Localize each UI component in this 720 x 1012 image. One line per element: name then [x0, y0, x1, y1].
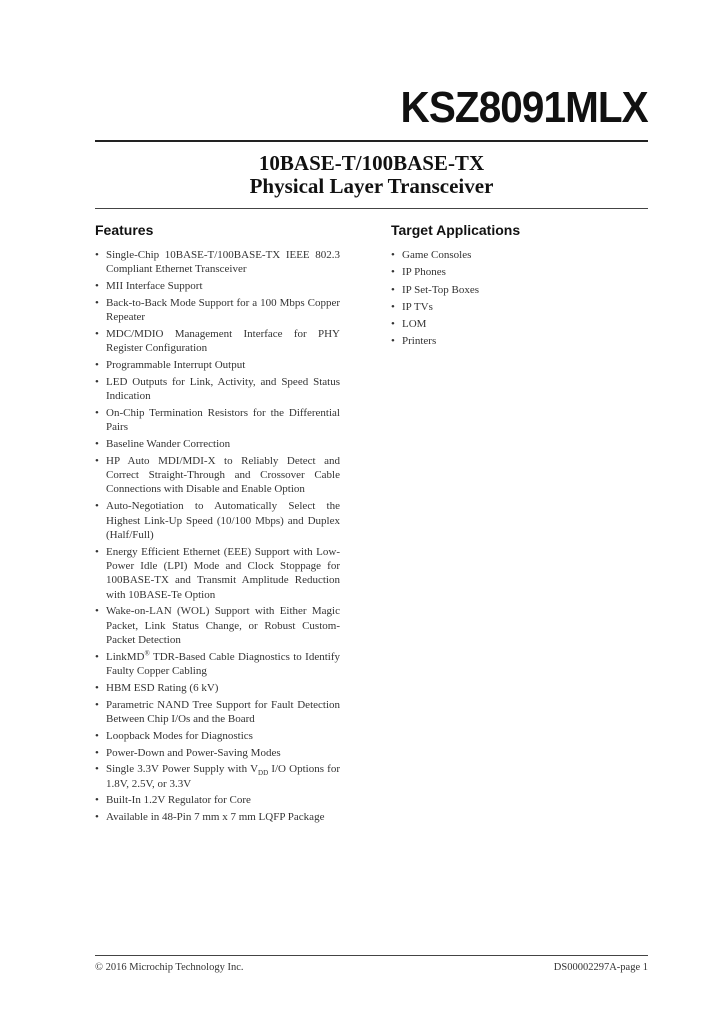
- feature-item: [95, 248, 340, 277]
- bullet-icon: •: [95, 650, 99, 663]
- bullet-icon: •: [95, 454, 99, 467]
- bullet-icon: •: [95, 438, 99, 451]
- feature-item-text: I/O Options for 1.8V, 2.5V, or 3.3V: [106, 763, 340, 790]
- footer-page-id: DS00002297A-page 1: [553, 962, 648, 973]
- feature-item: [95, 545, 340, 602]
- feature-item: [95, 746, 340, 760]
- feature-item: [95, 437, 340, 451]
- bullet-icon: •: [95, 406, 99, 419]
- feature-item: [95, 358, 340, 372]
- feature-item: [95, 762, 340, 791]
- feature-item: [95, 729, 340, 743]
- application-item-text: LOM: [402, 318, 427, 331]
- footer-copyright: © 2016 Microchip Technology Inc.: [95, 962, 244, 973]
- feature-item-text: Built-In 1.2V Regulator for Core: [106, 794, 251, 807]
- feature-item: [95, 454, 340, 497]
- application-item-text: Printers: [402, 335, 437, 348]
- feature-item-text: LinkMD: [106, 650, 145, 663]
- feature-item: [95, 650, 340, 679]
- feature-item-text: On-Chip Termination Resistors for the Differential Pairs: [106, 406, 340, 434]
- part-number-title: KSZ8091MLX: [400, 83, 648, 132]
- bullet-icon: •: [95, 811, 99, 824]
- feature-item-text: Single-Chip 10BASE-T/100BASE-TX IEEE 802.3 Compliant Ethernet Transceiver: [106, 249, 340, 276]
- feature-item-text: Back-to-Back Mode Support for a 100 Mbps Copper Repeater: [106, 296, 340, 324]
- application-item: [391, 300, 591, 314]
- application-item: [391, 265, 591, 279]
- feature-item: [95, 375, 340, 404]
- feature-item-text: Single 3.3V Power Supply with V: [106, 763, 259, 776]
- target-applications-list: [391, 248, 591, 352]
- subtitle-line-2: Physical Layer Transceiver: [249, 174, 494, 198]
- application-item-text: IP Phones: [402, 266, 446, 279]
- feature-item-text: Auto-Negotiation to Automatically Select the Highest Link-Up Speed (10/100 Mbps) and Duplex (Half/Full): [106, 500, 340, 541]
- feature-item-text: Programmable Interrupt Output: [106, 359, 246, 372]
- subscript: DD: [258, 769, 269, 778]
- feature-item-text: Available in 48-Pin 7 mm x 7 mm LQFP Package: [106, 811, 325, 824]
- bullet-icon: •: [95, 746, 99, 759]
- feature-item: [95, 296, 340, 325]
- application-item-text: IP TVs: [402, 300, 433, 313]
- bullet-icon: •: [95, 729, 99, 742]
- feature-item: [95, 681, 340, 695]
- feature-item: [95, 793, 340, 807]
- bullet-icon: •: [391, 300, 395, 313]
- registered-mark: ®: [144, 649, 150, 658]
- bullet-icon: •: [95, 359, 99, 372]
- feature-item-text: Baseline Wander Correction: [106, 438, 231, 451]
- bullet-icon: •: [95, 681, 99, 694]
- bullet-icon: •: [95, 763, 99, 776]
- application-item-text: IP Set-Top Boxes: [402, 283, 480, 296]
- feature-item-text: HP Auto MDI/MDI-X to Reliably Detect and Correct Straight-Through and Crossover Cable Connections with Disable and Enable Option: [106, 454, 340, 496]
- application-item: [391, 317, 591, 331]
- application-item: [391, 334, 591, 348]
- feature-item: [95, 279, 340, 293]
- target-applications-heading: Target Applications: [391, 222, 521, 238]
- bullet-icon: •: [95, 698, 99, 711]
- feature-item: [95, 499, 340, 542]
- bullet-icon: •: [95, 375, 99, 388]
- feature-item-text: Power-Down and Power-Saving Modes: [106, 746, 281, 759]
- application-item: [391, 248, 591, 262]
- bullet-icon: •: [95, 545, 99, 558]
- feature-item-text: Loopback Modes for Diagnostics: [106, 729, 253, 742]
- feature-item: [95, 406, 340, 435]
- feature-item-text: Wake-on-LAN (WOL) Support with Either Magic Packet, Link Status Change, or Robust Custom-Packet Detection: [106, 605, 340, 646]
- feature-item-text: HBM ESD Rating (6 kV): [106, 681, 219, 694]
- feature-item-text: Parametric NAND Tree Support for Fault Detection Between Chip I/Os and the Board: [106, 698, 340, 725]
- feature-item: [95, 327, 340, 356]
- feature-item-text: TDR-Based Cable Diagnostics to Identify Faulty Copper Cabling: [106, 650, 340, 678]
- bullet-icon: •: [95, 794, 99, 807]
- subtitle-line-1: 10BASE-T/100BASE-TX: [258, 151, 485, 175]
- section-divider: [95, 208, 648, 209]
- bullet-icon: •: [95, 249, 99, 261]
- bullet-icon: •: [391, 283, 395, 296]
- bullet-icon: •: [391, 266, 395, 279]
- header-rule: [95, 140, 648, 142]
- bullet-icon: •: [95, 327, 99, 340]
- bullet-icon: •: [95, 500, 99, 513]
- feature-item: [95, 810, 340, 824]
- feature-item: [95, 698, 340, 727]
- application-item-text: Game Consoles: [402, 249, 472, 261]
- feature-item: [95, 604, 340, 647]
- feature-item-text: MII Interface Support: [106, 280, 203, 293]
- features-list: [95, 248, 340, 827]
- application-item: [391, 283, 591, 297]
- bullet-icon: •: [95, 280, 99, 293]
- feature-item-text: MDC/MDIO Management Interface for PHY Register Configuration: [106, 327, 340, 355]
- features-heading: Features: [95, 222, 154, 238]
- feature-item-text: Energy Efficient Ethernet (EEE) Support with Low-Power Idle (LPI) Mode and Clock Stoppage for 100BASE-TX and Transmit Amplitude Reduction with 10BASE-Te Option: [106, 545, 340, 601]
- document-subtitle: [95, 152, 648, 198]
- feature-item-text: LED Outputs for Link, Activity, and Speed Status Indication: [106, 375, 340, 403]
- bullet-icon: •: [95, 296, 99, 309]
- footer-rule: [95, 955, 648, 956]
- bullet-icon: •: [95, 605, 99, 618]
- bullet-icon: •: [391, 335, 395, 348]
- bullet-icon: •: [391, 249, 395, 261]
- bullet-icon: •: [391, 318, 395, 331]
